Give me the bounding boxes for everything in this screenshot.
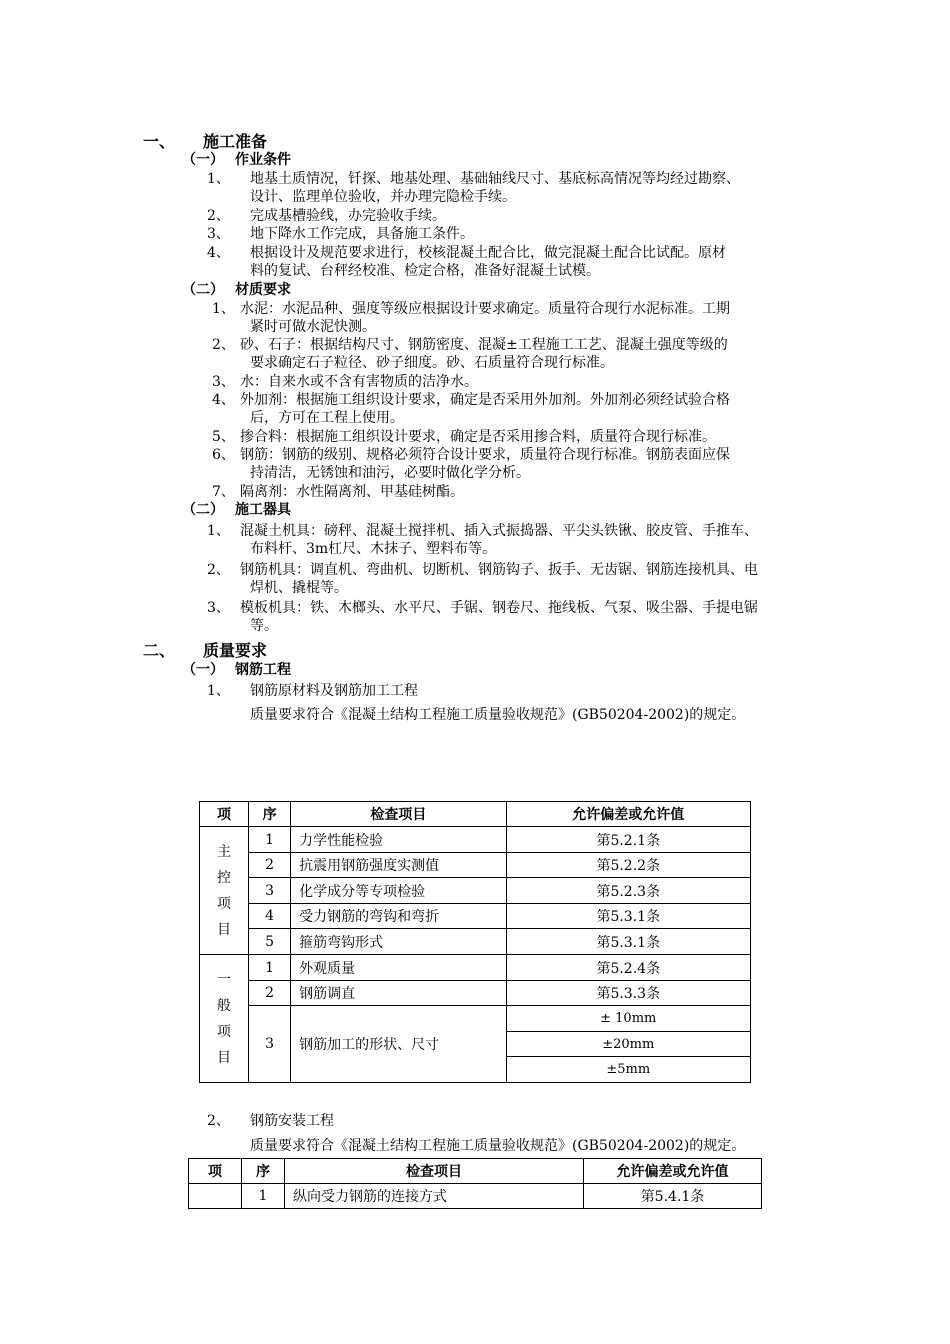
list-item-number: 3、 [212,374,235,390]
list-item-text: 完成基槽验线，办完验收手续。 [250,208,446,224]
cell-value: ± 10mm [506,1006,750,1032]
subsection-1-3-number: （二） [182,502,224,518]
list-item-text: 隔离剂：水性隔离剂、甲基硅树酯。 [240,484,464,500]
list-item-number: 4、 [212,392,235,408]
header-item: 检查项目 [285,1159,584,1184]
table-row [200,955,751,981]
cell-value: ±5mm [506,1057,750,1083]
group-general [200,955,249,1083]
list-item-text: 等。 [250,618,278,634]
list-item-number: 2、 [207,562,230,578]
list-item-number: 1、 [212,301,235,317]
cell-item: 化学成分等专项检验 [291,878,506,904]
list-item-text: 模板机具：铁、木榔头、水平尺、手锯、钢卷尺、拖线板、气泵、吸尘器、手提电锯 [240,600,758,616]
list-item-text: 持清洁，无锈蚀和油污，必要时做化学分析。 [250,465,530,481]
cell-value: ±20mm [506,1032,750,1057]
cell-seq: 1 [249,955,291,981]
list-item-number: 7、 [212,484,235,500]
list-item-text: 后，方可在工程上使用。 [250,410,404,426]
list-item-number: 2、 [207,208,230,224]
list-item-text: 外加剂：根据施工组织设计要求，确定是否采用外加剂。外加剂必须经试验合格 [240,392,730,408]
cell-value: 第5.2.2条 [506,853,750,878]
cell-value: 第5.2.4条 [506,955,750,981]
table-row [200,853,751,878]
list-item-text: 焊机、撬棍等。 [250,580,348,596]
cell-seq: 1 [242,1184,285,1209]
list-item-number: 6、 [212,447,235,463]
subsection-1-1-number: （一） [182,152,224,168]
cell-value: 第5.2.3条 [506,878,750,904]
list-item-text: 紧时可做水泥快测。 [250,319,376,335]
list-item-number: 5、 [212,429,235,445]
cell-value: 第5.3.3条 [506,981,750,1006]
list-item-text: 要求确定石子粒径、砂子细度。砂、石质量符合现行标准。 [250,355,614,371]
cell-seq: 5 [249,929,291,955]
list-item-text: 钢筋机具：调直机、弯曲机、切断机、钢筋钩子、扳手、无齿锯、钢筋连接机具、电 [240,562,758,578]
paragraph-1-title: 钢筋原材料及钢筋加工工程 [250,683,418,699]
table-row [200,981,751,1006]
cell-item: 力学性能检验 [291,827,506,853]
list-item-number: 1、 [207,171,230,187]
cell-seq: 4 [249,904,291,929]
rebar-installation-table [188,1158,762,1209]
cell-item: 箍筋弯钩形式 [291,929,506,955]
group-label: 主控项目 [217,843,232,938]
header-category: 项 [189,1159,242,1184]
group-main-control [200,827,249,955]
list-item-text: 砂、石子：根据结构尺寸、钢筋密度、混凝±工程施工工艺、混凝土强度等级的 [240,337,728,353]
list-item-number: 1、 [207,523,230,539]
section-2-number: 二、 [143,641,176,660]
cell-item: 钢筋调直 [291,981,506,1006]
table-row [200,827,751,853]
table-row [200,904,751,929]
cell-item: 纵向受力钢筋的连接方式 [285,1184,584,1209]
list-item-number: 2、 [212,337,235,353]
header-seq: 序 [242,1159,285,1184]
header-item: 检查项目 [291,802,506,827]
paragraph-1-text: 质量要求符合《混凝土结构工程施工质量验收规范》(GB50204-2002)的规定。 [250,707,746,723]
cell-item: 外观质量 [291,955,506,981]
rebar-processing-table [199,801,751,1083]
subsection-1-2-title: 材质要求 [235,282,291,298]
group-label: 一般项目 [217,971,232,1066]
subsection-2-1-number: （一） [182,662,224,678]
list-item-text: 水泥：水泥品种、强度等级应根据设计要求确定。质量符合现行水泥标准。工期 [240,301,730,317]
header-tolerance: 允许偏差或允许值 [506,802,750,827]
list-item-text: 根据设计及规范要求进行，校核混凝土配合比，做完混凝土配合比试配。原材 [250,245,726,261]
list-item-number: 3、 [207,226,230,242]
list-item-text: 设计、监理单位验收，并办理完隐检手续。 [250,189,516,205]
cell-seq: 3 [249,1006,291,1083]
cell-seq: 2 [249,981,291,1006]
table-row [189,1184,762,1209]
list-item-number: 4、 [207,245,230,261]
list-item-text: 水：自来水或不含有害物质的洁净水。 [240,374,478,390]
paragraph-2-number: 2、 [207,1113,230,1129]
cell-item: 受力钢筋的弯钩和弯折 [291,904,506,929]
paragraph-1-number: 1、 [207,683,230,699]
section-1-title: 施工准备 [203,132,268,151]
list-item-text: 料的复试、台秤经校准、检定合格，准备好混凝土试模。 [250,263,600,279]
header-seq: 序 [249,802,291,827]
cell-value: 第5.3.1条 [506,904,750,929]
list-item-text: 钢筋：钢筋的级别、规格必须符合设计要求，质量符合现行标准。钢筋表面应保 [240,447,730,463]
cell-group [189,1184,242,1209]
list-item-text: 掺合料：根据施工组织设计要求，确定是否采用掺合料，质量符合现行标准。 [240,429,716,445]
cell-value: 第5.2.1条 [506,827,750,853]
list-item-text: 地下降水工作完成，具备施工条件。 [250,226,474,242]
cell-seq: 3 [249,878,291,904]
subsection-2-1-title: 钢筋工程 [235,662,291,678]
table-row [200,1006,751,1032]
section-2-title: 质量要求 [203,641,268,660]
table-header-row [200,802,751,827]
paragraph-2-text: 质量要求符合《混凝土结构工程施工质量验收规范》(GB50204-2002)的规定。 [250,1138,746,1154]
table-header-row [189,1159,762,1184]
header-tolerance: 允许偏差或允许值 [584,1159,762,1184]
paragraph-2-title: 钢筋安装工程 [250,1113,334,1129]
subsection-1-2-number: （二） [182,282,224,298]
subsection-1-1-title: 作业条件 [235,152,291,168]
cell-value: 第5.3.1条 [506,929,750,955]
list-item-text: 混凝土机具：磅秤、混凝土搅拌机、插入式振捣器、平尖头铁锹、胶皮管、手推车、 [240,523,758,539]
list-item-number: 3、 [207,600,230,616]
list-item-text: 地基土质情况，钎探、地基处理、基础轴线尺寸、基底标高情况等均经过勘察、 [250,171,740,187]
section-1-number: 一、 [143,132,176,151]
cell-value: 第5.4.1条 [584,1184,762,1209]
table-row [200,878,751,904]
subsection-1-3-title: 施工器具 [235,502,291,518]
cell-item: 抗震用钢筋强度实测值 [291,853,506,878]
cell-seq: 2 [249,853,291,878]
header-category: 项 [200,802,249,827]
cell-item: 钢筋加工的形状、尺寸 [291,1006,506,1083]
list-item-text: 布料杆、3m杠尺、木抹子、塑料布等。 [250,541,497,557]
table-row [200,929,751,955]
cell-seq: 1 [249,827,291,853]
